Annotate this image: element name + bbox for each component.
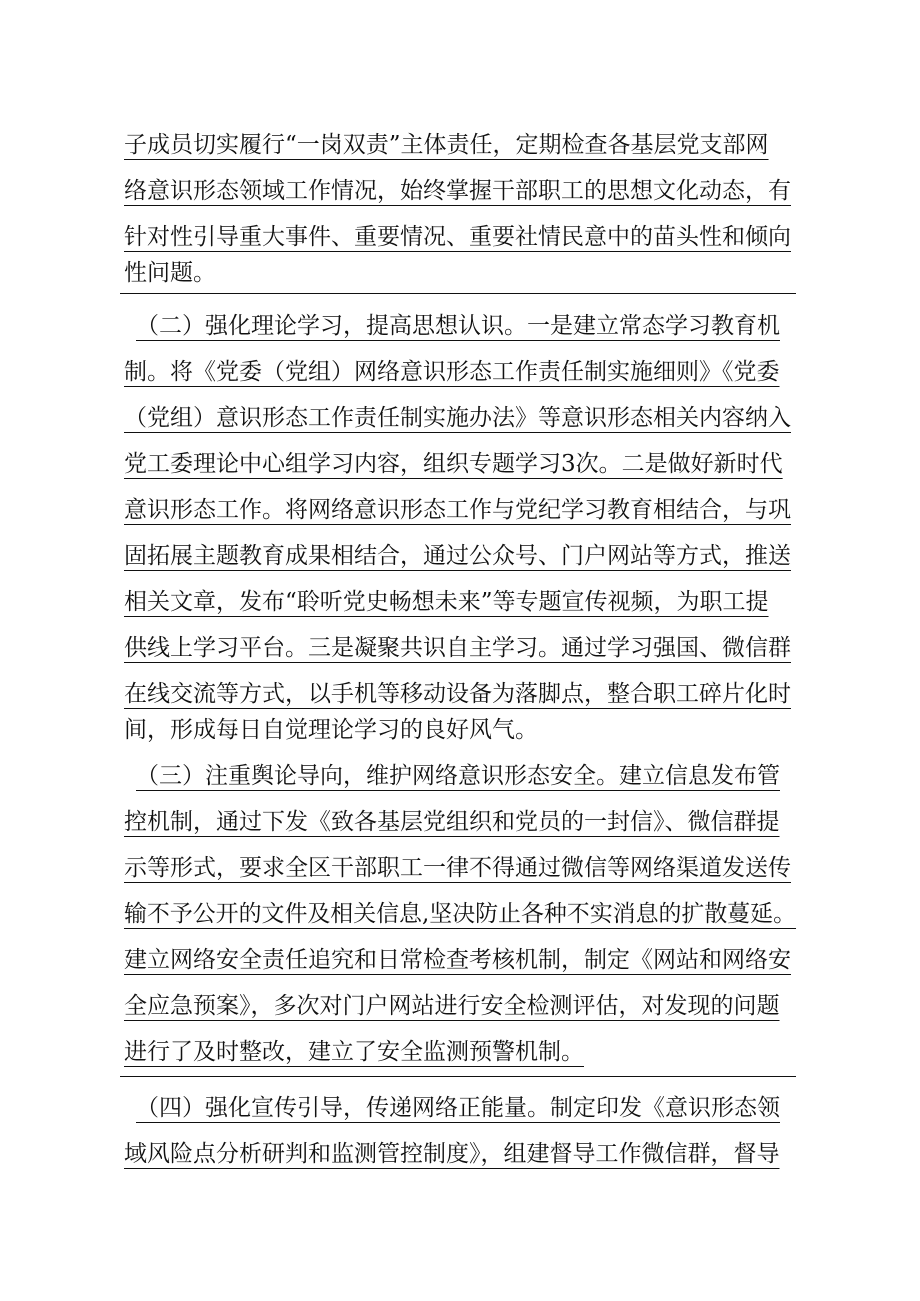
text-line-content: （三）注重舆论导向，维护网络意识形态安全。建立信息发布管 [136, 763, 780, 789]
text-line [124, 799, 780, 845]
text-line [124, 533, 791, 579]
text-line-content: 建立网络安全责任追究和日常检查考核机制，制定《网站和网络安 [124, 947, 791, 973]
text-line-content: 制。将《党委（党组）网络意识形态工作责任制实施细则》《党委 [124, 359, 780, 385]
text-line-content: 输不予公开的文件及相关信息,坚决防止各种不实消息的扩散蔓延。 [124, 901, 797, 927]
text-line [124, 891, 796, 937]
text-line-content: 性问题。 [124, 260, 216, 286]
text-line-content: 域风险点分析研判和监测管控制度》，组建督导工作微信群，督导 [124, 1141, 780, 1167]
text-line [136, 1085, 780, 1131]
text-line [124, 214, 791, 260]
text-line-content: 固拓展主题教育成果相结合，通过公众号、门户网站等方式，推送 [124, 543, 791, 569]
text-line [124, 845, 791, 891]
text-line-content: 相关文章，发布“聆听党史畅想未来”等专题宣传视频，为职工提 [124, 589, 769, 615]
text-line [124, 395, 791, 441]
text-line [124, 937, 791, 983]
text-line-content: 在线交流等方式，以手机等移动设备为落脚点，整合职工碎片化时 [124, 681, 791, 707]
paragraph-divider [120, 293, 796, 294]
text-line [124, 625, 791, 671]
text-line [124, 250, 216, 296]
text-line [124, 983, 780, 1029]
text-line [136, 303, 780, 349]
paragraph-divider [120, 1076, 796, 1077]
text-line-content: 党工委理论中心组学习内容，组织专题学习3次。二是做好新时代 [124, 451, 783, 477]
text-line [124, 579, 769, 625]
text-line-content: （党组）意识形态工作责任制实施办法》等意识形态相关内容纳入 [124, 405, 791, 431]
text-line [124, 168, 791, 214]
text-line-content: 全应急预案》，多次对门户网站进行安全检测评估，对发现的问题 [124, 993, 780, 1019]
text-line [124, 1131, 780, 1177]
text-line-content: （二）强化理论学习，提高思想认识。一是建立常态学习教育机 [136, 313, 780, 339]
text-line [124, 441, 783, 487]
text-line [124, 1029, 584, 1075]
text-line-content: 意识形态工作。将网络意识形态工作与党纪学习教育相结合，与巩 [124, 497, 791, 523]
text-line-content: 子成员切实履行“一岗双责”主体责任，定期检查各基层党支部网 [124, 132, 769, 158]
text-line-content: 控机制，通过下发《致各基层党组织和党员的一封信》、微信群提 [124, 809, 780, 835]
text-line-content: 针对性引导重大事件、重要情况、重要社情民意中的苗头性和倾向 [124, 224, 791, 250]
text-line-content: 络意识形态领域工作情况，始终掌握干部职工的思想文化动态，有 [124, 178, 791, 204]
text-line-content: （四）强化宣传引导，传递网络正能量。制定印发《意识形态领 [136, 1095, 780, 1121]
text-line-content: 间，形成每日自觉理论学习的良好风气。 [124, 717, 538, 743]
text-line-content: 供线上学习平台。三是凝聚共识自主学习。通过学习强国、微信群 [124, 635, 791, 661]
text-line [136, 753, 780, 799]
text-line [124, 349, 780, 395]
text-line-content: 示等形式，要求全区干部职工一律不得通过微信等网络渠道发送传 [124, 855, 791, 881]
text-line [124, 707, 538, 753]
text-line-content: 进行了及时整改，建立了安全监测预警机制。 [124, 1039, 584, 1065]
text-line [124, 487, 791, 533]
text-line [124, 122, 769, 168]
